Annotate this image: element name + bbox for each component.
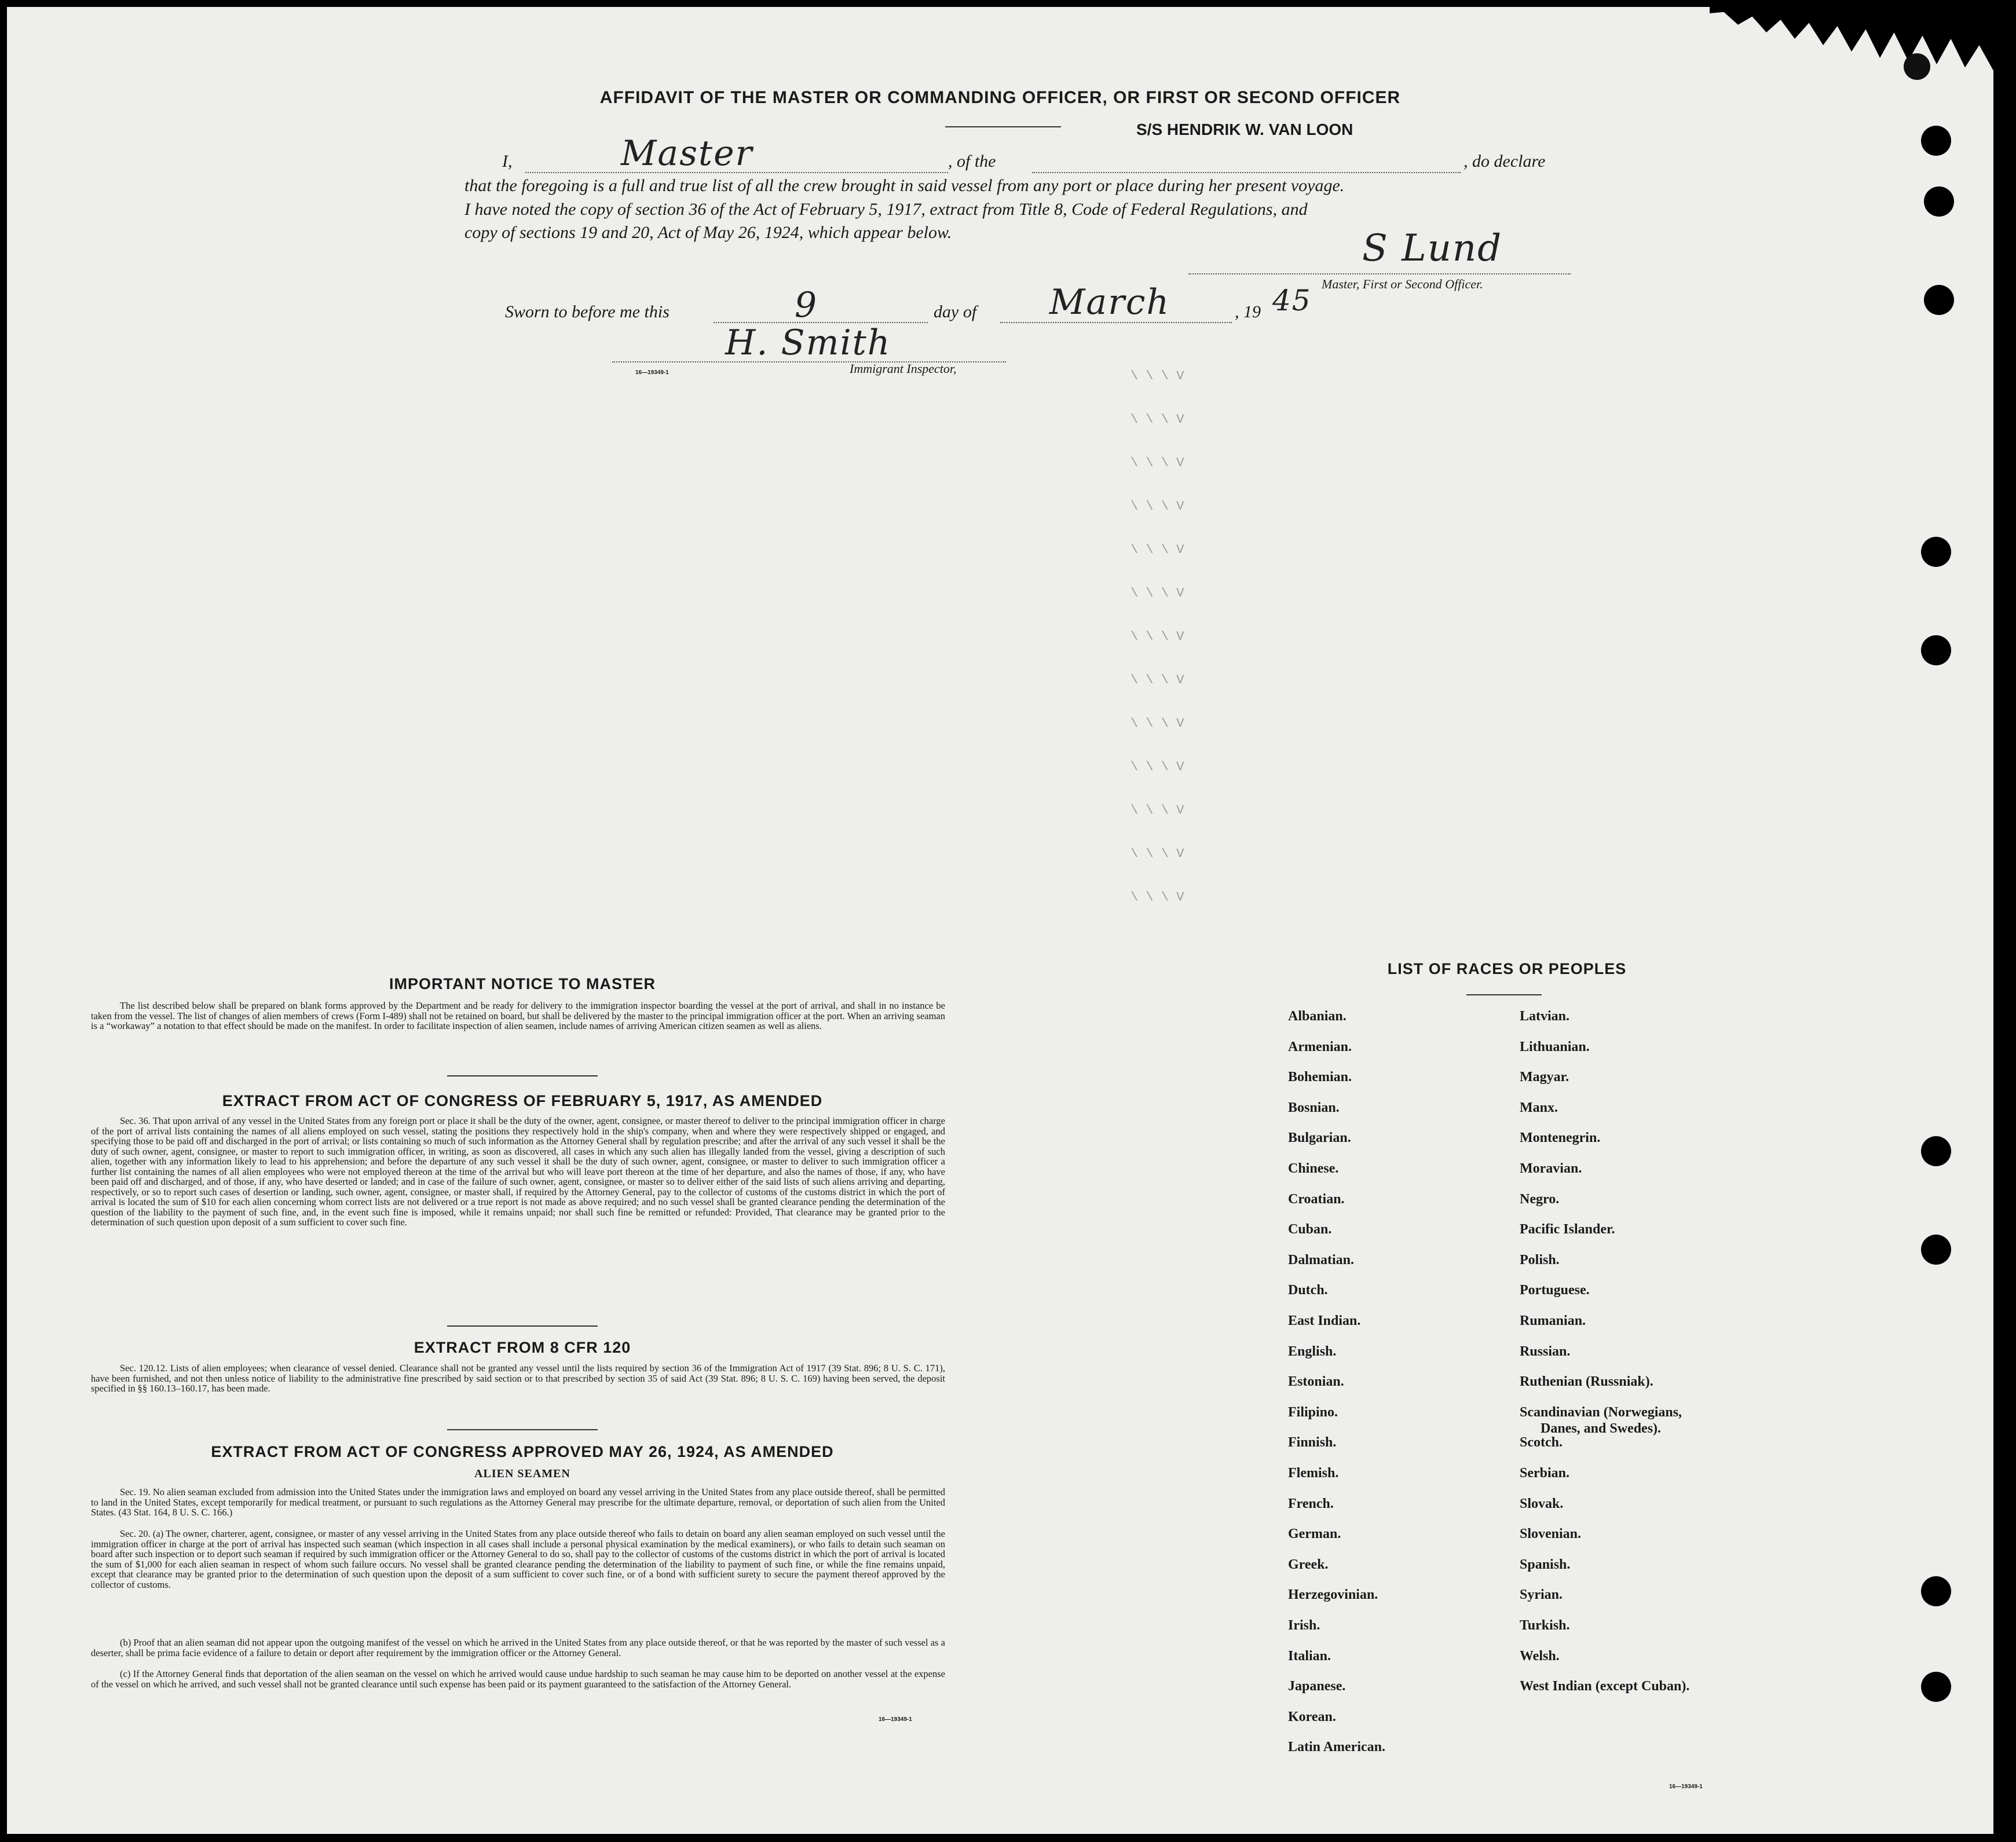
race-item: Estonian.	[1288, 1374, 1344, 1390]
punch-hole	[1921, 635, 1951, 665]
race-item: Flemish.	[1288, 1466, 1339, 1481]
section-rule	[447, 1429, 598, 1430]
of-the-label: , of the	[948, 152, 996, 171]
race-item: Italian.	[1288, 1648, 1331, 1664]
bleed-mark: \ \ \ V	[1130, 890, 1184, 904]
bleed-mark: \ \ \ V	[1130, 847, 1184, 861]
master-handwriting: Master	[621, 133, 753, 174]
form-number-left: 16—19349-1	[879, 1716, 912, 1723]
inspector-signature: H. Smith	[725, 323, 891, 363]
sworn-month: March	[1049, 282, 1170, 323]
race-item: Russian.	[1520, 1343, 1571, 1359]
race-item: Montenegrin.	[1520, 1130, 1601, 1146]
race-item: Irish.	[1288, 1618, 1320, 1633]
ship-name: S/S HENDRIK W. VAN LOON	[1136, 120, 1353, 138]
sworn-label: Sworn to before me this	[505, 302, 669, 321]
race-item: Croatian.	[1288, 1191, 1345, 1207]
i-label: I,	[502, 152, 513, 171]
punch-hole	[1921, 1576, 1951, 1606]
extract-cfr-heading: EXTRACT FROM 8 CFR 120	[414, 1339, 631, 1356]
race-item: Negro.	[1520, 1191, 1560, 1207]
bleed-mark: \ \ \ V	[1130, 543, 1184, 557]
race-item: Turkish.	[1520, 1618, 1570, 1633]
race-item: Ruthenian (Russniak).	[1520, 1374, 1653, 1390]
sworn-day: 9	[795, 285, 818, 325]
race-item: Scotch.	[1520, 1435, 1563, 1451]
punch-hole	[1904, 53, 1930, 80]
inspector-caption: Immigrant Inspector,	[850, 361, 957, 376]
race-item: Latvian.	[1520, 1009, 1570, 1024]
sec-20a-text: Sec. 20. (a) The owner, charterer, agent, consignee, or master of any vessel arriving in the United States from any place outside thereof who fails to detain on board any alien seaman employed on such vessel until the immigration officer in charge at the port of arrival has inspected such seaman (which inspection in all cases shall include a personal physical examination by the medical examiners), or who fails to detain such seaman on board after such inspection or to deport such seaman if required by such immigration officer or the Attorney General to do so, shall pay to the collector of customs of the customs district in which the port of arrival is located the sum of $1,000 for each alien seaman in respect of whom such failure occurs. No vessel shall be granted clearance pending the determination of the liability to payment of such fine, or while the fine remains unpaid, except that clearance may be granted prior to the determination of such question upon the deposit of a sum sufficient to cover such fine, or of a bond with sufficient surety to secure the payment thereof approved by the collector of customs.	[91, 1528, 945, 1590]
alien-seamen-subheading: ALIEN SEAMEN	[474, 1467, 570, 1480]
race-item: Syrian.	[1520, 1587, 1563, 1603]
section-rule	[447, 1075, 598, 1076]
affidavit-line-3: I have noted the copy of section 36 of the Act of February 5, 1917, extract from Title 8, Code of Federal Regulations, and	[464, 200, 1308, 219]
form-number-right: 16—19349-1	[1669, 1784, 1703, 1790]
race-item: Slovak.	[1520, 1496, 1564, 1511]
punch-hole	[1921, 1235, 1951, 1265]
sec-20c-text: (c) If the Attorney General finds that deportation of the alien seaman on the vessel on which he arrived would cause undue hardship to such seaman he may cause him to be deported on another vessel at the expense of the vessel on which he arrived, and such vessel shall not be granted clearance until such expense has been paid or its payment guaranteed to the satisfaction of the Attorney General.	[91, 1668, 945, 1690]
bleed-mark: \ \ \ V	[1130, 760, 1184, 774]
race-item: Bohemian.	[1288, 1070, 1352, 1085]
race-item: German.	[1288, 1526, 1341, 1542]
affidavit-line-2: that the foregoing is a full and true list of all the crew brought in said vessel from any port or place during her present voyage.	[464, 176, 1345, 195]
race-item: Portuguese.	[1520, 1283, 1590, 1298]
master-signature: S Lund	[1362, 227, 1503, 270]
master-signature-line	[1188, 273, 1571, 274]
races-rule	[1466, 994, 1542, 995]
title-rule	[945, 126, 1061, 127]
bleed-mark: \ \ \ V	[1130, 456, 1184, 470]
notice-heading: IMPORTANT NOTICE TO MASTER	[389, 975, 656, 993]
bleed-mark: \ \ \ V	[1130, 499, 1184, 514]
race-item: Finnish.	[1288, 1435, 1337, 1451]
bleed-mark: \ \ \ V	[1130, 716, 1184, 731]
race-item: East Indian.	[1288, 1313, 1361, 1328]
punch-hole	[1924, 285, 1954, 315]
affidavit-title: AFFIDAVIT OF THE MASTER OR COMMANDING OFFICER, OR FIRST OR SECOND OFFICER	[599, 88, 1401, 107]
year-suffix: 45	[1272, 284, 1312, 317]
race-item: Bulgarian.	[1288, 1130, 1351, 1146]
year-prefix: , 19	[1235, 302, 1261, 321]
race-item: Welsh.	[1520, 1648, 1560, 1664]
form-number-top: 16—19349-1	[635, 369, 669, 376]
bleed-mark: \ \ \ V	[1130, 629, 1184, 644]
race-item: Lithuanian.	[1520, 1039, 1590, 1054]
master-caption: Master, First or Second Officer.	[1322, 277, 1483, 291]
race-item: Scandinavian (Norwegians,	[1520, 1404, 1682, 1420]
vessel-line	[1032, 172, 1461, 173]
race-item: French.	[1288, 1496, 1334, 1511]
bleed-mark: \ \ \ V	[1130, 803, 1184, 818]
race-item: Serbian.	[1520, 1466, 1570, 1481]
affidavit-line-4: copy of sections 19 and 20, Act of May 26, 1924, which appear below.	[464, 223, 952, 242]
race-item: Spanish.	[1520, 1557, 1571, 1572]
race-item: Cuban.	[1288, 1222, 1332, 1237]
race-item: Latin American.	[1288, 1740, 1385, 1755]
race-item: Rumanian.	[1520, 1313, 1586, 1328]
bleed-mark: \ \ \ V	[1130, 412, 1184, 427]
race-item: Filipino.	[1288, 1404, 1338, 1420]
bleed-mark: \ \ \ V	[1130, 369, 1184, 383]
race-item: Armenian.	[1288, 1039, 1352, 1054]
notice-text: The list described below shall be prepared on blank forms approved by the Department and be ready for delivery to the immigration inspector boarding the vessel at the port of arrival, and shall in no instance be taken from the vessel. The list of changes of alien members of crews (Form I-489) shall not be retained on board, but shall be delivered by the master to the principal immigration officer at the port. When an arriving seaman is a “workaway” a notation to that effect should be made on the manifest. In order to facilitate inspection of alien seamen, include names of arriving American citizen seamen as well as aliens.	[91, 1000, 945, 1031]
race-item: Albanian.	[1288, 1009, 1347, 1024]
race-item: Japanese.	[1288, 1679, 1346, 1694]
race-item: Pacific Islander.	[1520, 1222, 1615, 1237]
race-item: English.	[1288, 1343, 1337, 1359]
race-item: Polish.	[1520, 1252, 1560, 1268]
race-item: Moravian.	[1520, 1161, 1582, 1176]
race-item: Magyar.	[1520, 1070, 1569, 1085]
extract-1917-heading: EXTRACT FROM ACT OF CONGRESS OF FEBRUARY 5, 1917, AS AMENDED	[222, 1092, 823, 1109]
race-item: West Indian (except Cuban).	[1520, 1679, 1690, 1694]
sec-20b-text: (b) Proof that an alien seaman did not appear upon the outgoing manifest of the vessel on which he arrived in the United States from any place outside thereof, or that he was reported by the master of such vessel as a deserter, shall be prima facie evidence of a failure to detain or deport after requirement by the immigration officer or the Attorney General.	[91, 1637, 945, 1658]
punch-hole	[1921, 126, 1951, 156]
do-declare-label: , do declare	[1463, 152, 1546, 171]
extract-1924-heading: EXTRACT FROM ACT OF CONGRESS APPROVED MAY 26, 1924, AS AMENDED	[211, 1443, 834, 1460]
race-item: Korean.	[1288, 1709, 1336, 1724]
section-rule	[447, 1325, 598, 1327]
punch-hole	[1921, 537, 1951, 567]
extract-1917-text: Sec. 36. That upon arrival of any vessel in the United States from any foreign port or place it shall be the duty of the owner, agent, consignee, or master thereof to deliver to the principal immigration officer in charge of the port of arrival lists containing the names of all aliens employed on such vessel, stating the positions they respectively hold in the ship's company, when and where they were respectively shipped or engaged, and specifying those to be paid off and discharged in the port of arrival; or lists containing so much of such information as the Attorney General shall by regulation prescribe; and after the arrival of any such vessel it shall be the duty of such owner, agent, consignee, or master to report to such immigration officer, in writing, as soon as discovered, all cases in which any such alien has illegally landed from the vessel, giving a description of such alien, together with any information likely to lead to his apprehension; and before the departure of any such vessel it shall be the duty of such owner, agent, consignee, or master to deliver to such immigration officer a further list containing the names of all alien employees who were not employed thereon at the time of the arrival but who will leave port thereon at the time of her departure, and also the names of those, if any, who have been paid off and discharged, and of those, if any, who have deserted or landed; and in case of the failure of such owner, agent, consignee, or master so to deliver either of the said lists of such aliens arriving and departing, respectively, or so to report such cases of desertion or landing, such owner, agent, consignee, or master shall, if required by the Attorney General, pay to the collector of customs of the customs district in which the port of arrival is located the sum of $10 for each alien concerning whom correct lists are not delivered or a true report is not made as above required; and no such vessel shall be granted clearance pending the determination of the question of the liability to the payment of such fine, and, in the event such fine is imposed, while it remains unpaid; nor shall such fine be remitted or refunded: Provided, That clearance may be granted prior to the determination of such question upon deposit of a sum sufficient to cover such fine.	[91, 1115, 945, 1228]
race-item: Herzegovinian.	[1288, 1587, 1378, 1603]
bleed-mark: \ \ \ V	[1130, 673, 1184, 687]
race-item: Manx.	[1520, 1100, 1558, 1115]
punch-hole	[1921, 1136, 1951, 1166]
race-item: Greek.	[1288, 1557, 1329, 1572]
race-item: Slovenian.	[1520, 1526, 1582, 1542]
race-item: Dalmatian.	[1288, 1252, 1354, 1268]
race-item: Chinese.	[1288, 1161, 1339, 1176]
race-item: Danes, and Swedes).	[1541, 1420, 1662, 1436]
torn-corner	[1710, 7, 1993, 71]
race-item: Dutch.	[1288, 1283, 1328, 1298]
sec-19-text: Sec. 19. No alien seaman excluded from admission into the United States under the immigration laws and employed on board any vessel arriving in the United States from any place outside thereof, shall be permitted to land in the United States, except temporarily for medical treatment, or pursuant to such regulations as the Attorney General may prescribe for the ultimate departure, removal, or deportation of such alien from the United States. (43 Stat. 164, 8 U. S. C. 166.)	[91, 1486, 945, 1518]
day-of-label: day of	[934, 302, 977, 321]
bleed-mark: \ \ \ V	[1130, 586, 1184, 600]
races-heading: LIST OF RACES OR PEOPLES	[1387, 960, 1627, 977]
race-item: Bosnian.	[1288, 1100, 1340, 1115]
extract-cfr-text: Sec. 120.12. Lists of alien employees; when clearance of vessel denied. Clearance shall not be granted any vessel until the lists required by section 36 of the Immigration Act of 1917 (39 Stat. 896; 8 U. S. C. 171), have been furnished, and not then unless notice of liability to the administrative fine prescribed by said section or to that prescribed by section 35 of said Act (39 Stat. 896; 8 U. S. C. 169) having been served, the deposit specified in §§ 160.13–160.17, has been made.	[91, 1363, 945, 1394]
punch-hole	[1924, 186, 1954, 217]
punch-hole	[1921, 1672, 1951, 1702]
document-page	[7, 7, 1993, 1834]
